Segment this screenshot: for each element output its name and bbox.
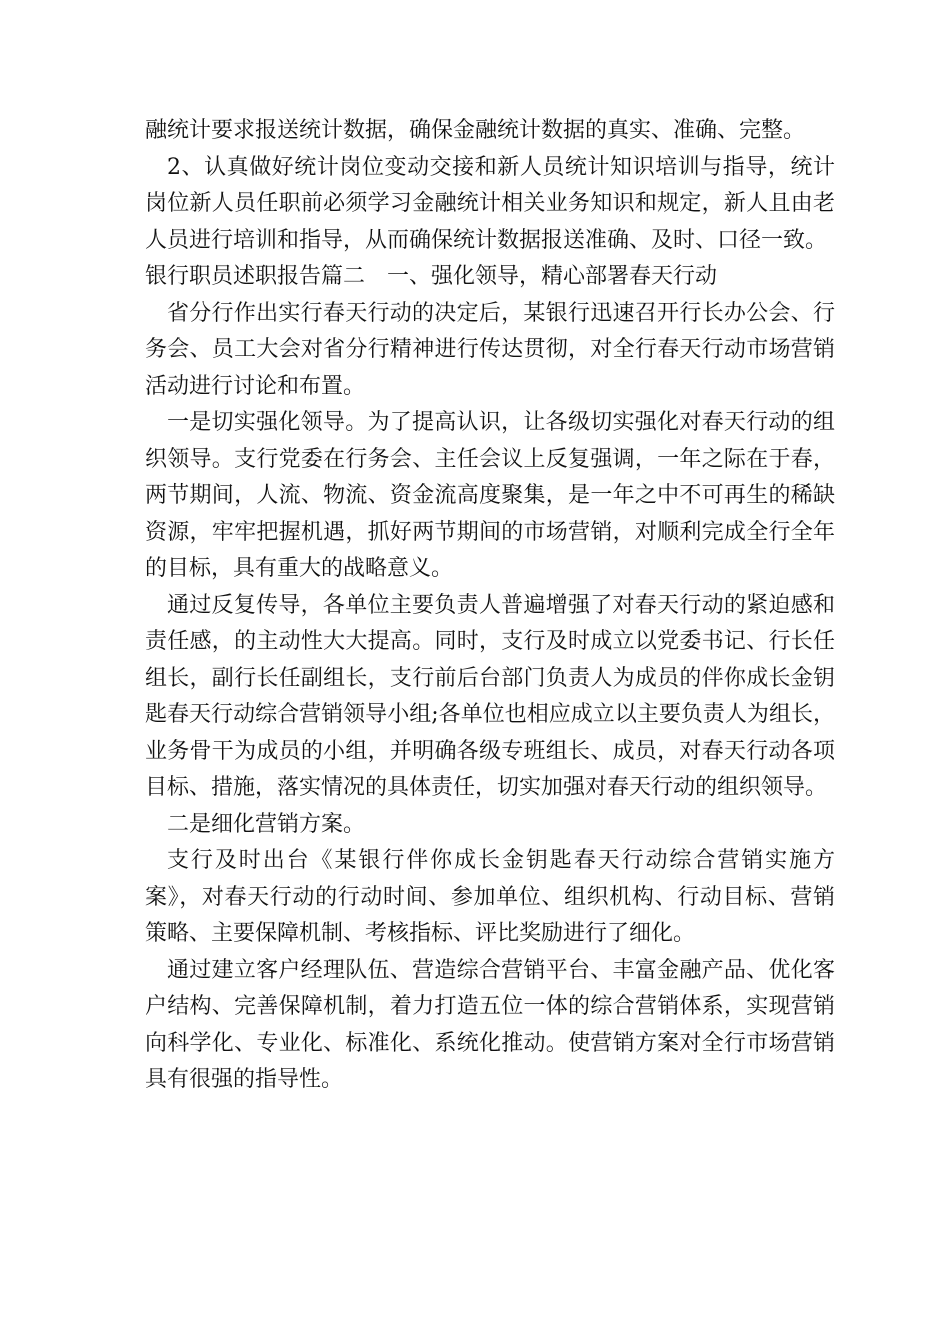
- document-body: [145, 113, 835, 1099]
- paragraph-2: 2、认真做好统计岗位变动交接和新人员统计知识培训与指导，统计岗位新人员任职前必须学习金融统计相关业务知识和规定，新人且由老人员进行培训和指导，从而确保统计数据报送准确、及时、口径一致。: [145, 154, 835, 253]
- paragraph-6: 二是细化营销方案。: [167, 811, 366, 837]
- paragraph-5: 通过反复传导，各单位主要负责人普遍增强了对春天行动的紧迫感和责任感，的主动性大大提高。同时，支行及时成立以党委书记、行长任组长，副行长任副组长，支行前后台部门负责人为成员的伴你成长金钥匙春天行动综合营销领导小组;各单位也相应成立以主要负责人为组长，业务骨干为成员的小组，并明确各级专班组长、成员，对春天行动各项目标、措施，落实情况的具体责任，切实加强对春天行动的组织领导。: [145, 592, 835, 800]
- section-heading: 银行职员述职报告篇二 一、强化领导，精心部署春天行动: [145, 264, 718, 289]
- paragraph-7: 支行及时出台《某银行伴你成长金钥匙春天行动综合营销实施方案》，对春天行动的行动时间、参加单位、组织机构、行动目标、营销策略、主要保障机制、考核指标、评比奖励进行了细化。: [145, 848, 835, 946]
- paragraph-8: 通过建立客户经理队伍、营造综合营销平台、丰富金融产品、优化客户结构、完善保障机制，着力打造五位一体的综合营销体系，实现营销向科学化、专业化、标准化、系统化推动。使营销方案对全行市场营销具有很强的指导性。: [145, 957, 835, 1092]
- paragraph-3: 省分行作出实行春天行动的决定后，某银行迅速召开行长办公会、行务会、员工大会对省分行精神进行传达贯彻，对全行春天行动市场营销活动进行讨论和布置。: [145, 300, 835, 399]
- paragraph-1: 融统计要求报送统计数据，确保金融统计数据的真实、准确、完整。: [145, 118, 806, 143]
- paragraph-4: 一是切实强化领导。为了提高认识，让各级切实强化对春天行动的组织领导。支行党委在行务会、主任会议上反复强调，一年之际在于春，两节期间，人流、物流、资金流高度聚集，是一年之中不可再生的稀缺资源，牢牢把握机遇，抓好两节期间的市场营销，对顺利完成全行全年的目标，具有重大的战略意义。: [145, 410, 835, 581]
